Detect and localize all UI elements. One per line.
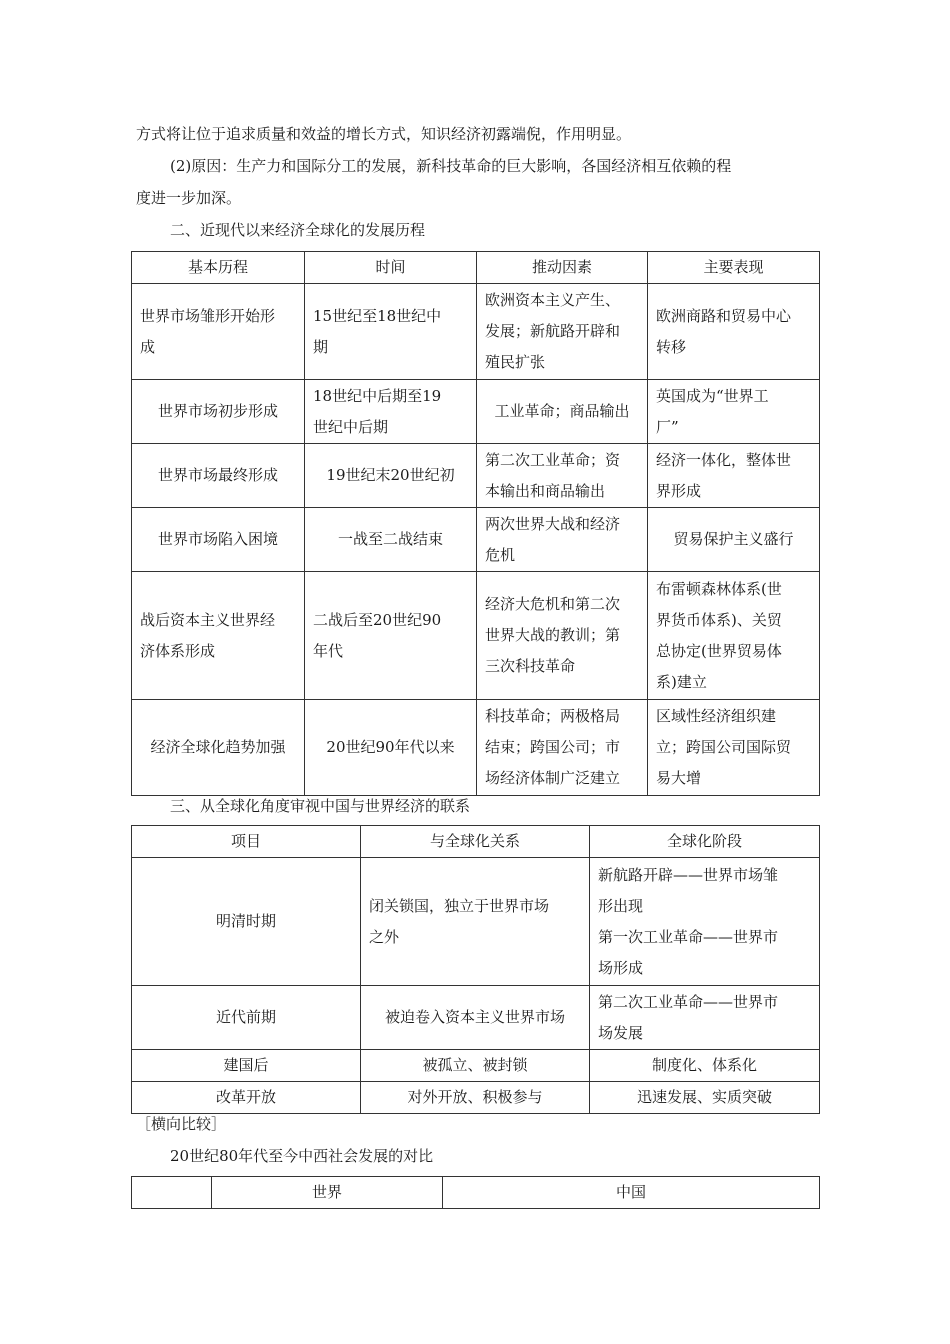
- stage-cell: 世界市场雏形开始形 成: [132, 284, 305, 380]
- drivers-cell: 欧洲资本主义产生、 发展；新航路开辟和 殖民扩张: [477, 284, 648, 380]
- item-cell: 明清时期: [132, 858, 361, 986]
- header-cell: 与全球化关系: [361, 826, 590, 858]
- time-cell: 15世纪至18世纪中 期: [305, 284, 477, 380]
- header-cell: 时间: [305, 252, 477, 284]
- table-row: [132, 986, 820, 1050]
- signs-cell: 经济一体化，整体世 界形成: [648, 444, 820, 508]
- table-row: [132, 508, 820, 572]
- intro-line-3: 度进一步加深。: [136, 189, 242, 207]
- intro-line-2: (2)原因：生产力和国际分工的发展，新科技革命的巨大影响，各国经济相互依赖的程: [170, 157, 732, 175]
- stage-cell: 制度化、体系化: [590, 1050, 820, 1082]
- signs-cell: 欧洲商路和贸易中心 转移: [648, 284, 820, 380]
- table-row: [132, 572, 820, 700]
- compare-title: 20世纪80年代至今中西社会发展的对比: [170, 1147, 434, 1165]
- relation-cell: 被迫卷入资本主义世界市场: [361, 986, 590, 1050]
- table-row: [132, 284, 820, 380]
- time-cell: 20世纪90年代以来: [305, 700, 477, 796]
- table-header-row: [132, 1177, 820, 1209]
- stage-cell: 新航路开辟——世界市场雏 形出现 第一次工业革命——世界市 场形成: [590, 858, 820, 986]
- table-header-row: [132, 826, 820, 858]
- time-cell: 19世纪末20世纪初: [305, 444, 477, 508]
- signs-cell: 贸易保护主义盛行: [648, 508, 820, 572]
- table-row: [132, 700, 820, 796]
- time-cell: 二战后至20世纪90 年代: [305, 572, 477, 700]
- relation-cell: 对外开放、积极参与: [361, 1082, 590, 1114]
- section-3-title: 三、从全球化角度审视中国与世界经济的联系: [170, 797, 471, 815]
- stage-cell: 第二次工业革命——世界市 场发展: [590, 986, 820, 1050]
- stage-cell: 世界市场最终形成: [132, 444, 305, 508]
- header-cell: 推动因素: [477, 252, 648, 284]
- item-cell: 近代前期: [132, 986, 361, 1050]
- table-row: [132, 858, 820, 986]
- table-row: [132, 380, 820, 444]
- compare-label: ［横向比较］: [136, 1115, 227, 1133]
- stage-cell: 战后资本主义世界经 济体系形成: [132, 572, 305, 700]
- stage-cell: 迅速发展、实质突破: [590, 1082, 820, 1114]
- relation-cell: 闭关锁国，独立于世界市场 之外: [361, 858, 590, 986]
- signs-cell: 英国成为“世界工 厂”: [648, 380, 820, 444]
- drivers-cell: 工业革命；商品输出: [477, 380, 648, 444]
- drivers-cell: 第二次工业革命；资 本输出和商品输出: [477, 444, 648, 508]
- table-row: [132, 1050, 820, 1082]
- relation-cell: 被孤立、被封锁: [361, 1050, 590, 1082]
- header-cell: 主要表现: [648, 252, 820, 284]
- stage-cell: 世界市场陷入困境: [132, 508, 305, 572]
- time-cell: 一战至二战结束: [305, 508, 477, 572]
- header-cell: 全球化阶段: [590, 826, 820, 858]
- table-header-row: [132, 252, 820, 284]
- intro-line-1: 方式将让位于追求质量和效益的增长方式，知识经济初露端倪，作用明显。: [136, 125, 632, 143]
- header-cell: 项目: [132, 826, 361, 858]
- china-world-table: [131, 825, 820, 1114]
- stage-cell: 经济全球化趋势加强: [132, 700, 305, 796]
- item-cell: 建国后: [132, 1050, 361, 1082]
- drivers-cell: 两次世界大战和经济 危机: [477, 508, 648, 572]
- signs-cell: 区域性经济组织建 立；跨国公司国际贸 易大增: [648, 700, 820, 796]
- section-2-title: 二、近现代以来经济全球化的发展历程: [170, 221, 426, 239]
- header-cell: [132, 1177, 212, 1209]
- header-cell: 中国: [443, 1177, 820, 1209]
- comparison-table: [131, 1176, 820, 1209]
- signs-cell: 布雷顿森林体系(世 界货币体系)、关贸 总协定(世界贸易体 系)建立: [648, 572, 820, 700]
- header-cell: 基本历程: [132, 252, 305, 284]
- table-row: [132, 444, 820, 508]
- time-cell: 18世纪中后期至19 世纪中后期: [305, 380, 477, 444]
- drivers-cell: 经济大危机和第二次 世界大战的教训；第 三次科技革命: [477, 572, 648, 700]
- drivers-cell: 科技革命；两极格局 结束；跨国公司；市 场经济体制广泛建立: [477, 700, 648, 796]
- table-row: [132, 1082, 820, 1114]
- stage-cell: 世界市场初步形成: [132, 380, 305, 444]
- item-cell: 改革开放: [132, 1082, 361, 1114]
- history-table: [131, 251, 820, 796]
- header-cell: 世界: [212, 1177, 443, 1209]
